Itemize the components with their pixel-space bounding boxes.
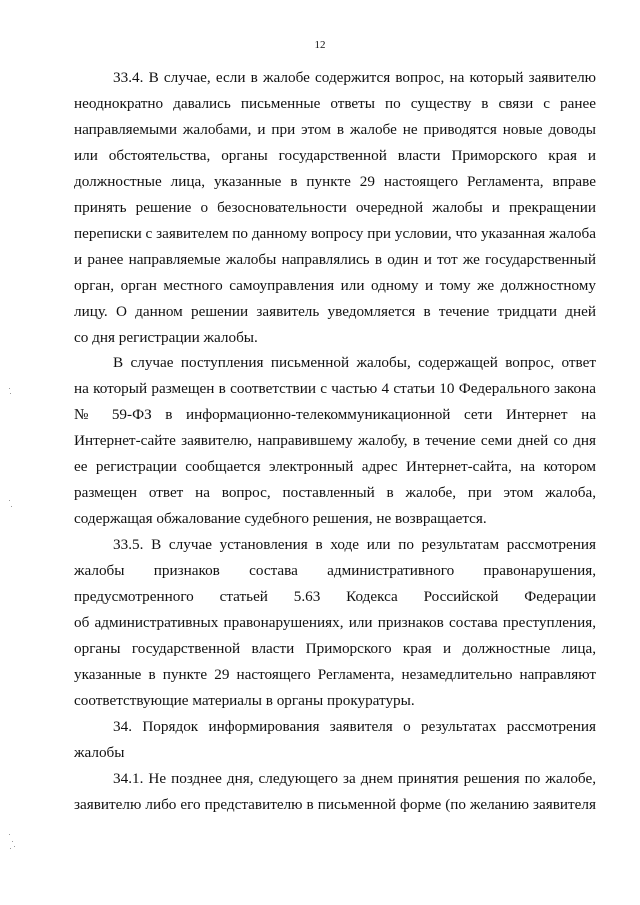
text-line: и ранее направляемые жалобы направлялись в один и тот же государственный	[74, 250, 596, 268]
text-line: 34. Порядок информирования заявителя о результатах рассмотрения	[113, 717, 596, 735]
text-line: орган, орган местного самоуправления или одному и тому же должностному	[74, 276, 596, 294]
text-line: принять решение о безосновательности очередной жалобы и прекращении	[74, 198, 596, 216]
text-line: № 59-ФЗ в информационно-телекоммуникационной сети Интернет на	[74, 406, 596, 424]
scan-speck	[10, 848, 11, 849]
text-line: 33.4. В случае, если в жалобе содержится вопрос, на который заявителю	[113, 69, 596, 86]
document-body	[74, 65, 596, 818]
text-line: содержащая обжалование судебного решения, не возвращается.	[74, 510, 487, 528]
scan-speck	[9, 500, 10, 501]
text-line: об административных правонарушениях, или признаков состава преступления,	[74, 614, 596, 632]
text-line: размещен ответ на вопрос, поставленный в жалобе, при этом жалоба,	[74, 484, 596, 502]
text-line: 33.5. В случае установления в ходе или по результатам рассмотрения	[113, 536, 596, 554]
text-line: со дня регистрации жалобы.	[74, 328, 258, 346]
text-line: соответствующие материалы в органы прокуратуры.	[74, 691, 415, 709]
text-line: или обстоятельства, органы государственной власти Приморского края и	[74, 146, 596, 164]
text-line: заявителю либо его представителю в письменной форме (по желанию заявителя	[74, 795, 596, 813]
scan-speck	[9, 388, 10, 389]
text-line: неоднократно давались письменные ответы по существу в связи с ранее	[74, 94, 596, 112]
paragraph-33-4	[74, 65, 596, 350]
scan-speck	[14, 846, 15, 847]
paragraph-34-1	[74, 766, 596, 818]
text-line: на который размещен в соответствии с частью 4 статьи 10 Федерального закона	[74, 380, 596, 398]
paragraph-internet-response	[74, 350, 596, 532]
text-line: должностные лица, указанные в пункте 29 настоящего Регламента, вправе	[74, 172, 596, 190]
text-line: жалобы	[74, 743, 125, 761]
scan-speck	[9, 834, 10, 835]
text-line: направляемыми жалобами, и при этом в жалобе не приводятся новые доводы	[74, 120, 596, 138]
text-line: указанные в пункте 29 настоящего Регламента, незамедлительно направляют	[74, 665, 596, 683]
text-line: 34.1. Не позднее дня, следующего за днем принятия решения по жалобе,	[113, 769, 596, 787]
text-line: переписки с заявителем по данному вопросу при условии, что указанная жалоба	[74, 224, 596, 242]
text-line: жалобы признаков состава административного правонарушения,	[74, 562, 596, 580]
text-line: лицу. О данном решении заявитель уведомляется в течение тридцати дней	[74, 302, 596, 320]
text-line: предусмотренного статьей 5.63 Кодекса Российской Федерации	[74, 588, 596, 606]
text-line: Интернет-сайте заявителю, направившему жалобу, в течение семи дней со дня	[74, 432, 596, 450]
section-heading-34	[74, 714, 596, 766]
page-number: 12	[314, 39, 326, 51]
text-line: ее регистрации сообщается электронный адрес Интернет-сайта, на котором	[74, 458, 596, 476]
text-line: В случае поступления письменной жалобы, содержащей вопрос, ответ	[113, 354, 596, 372]
scan-speck	[11, 506, 12, 507]
paragraph-33-5	[74, 532, 596, 714]
text-line: органы государственной власти Приморского края и должностные лица,	[74, 639, 596, 657]
scan-speck	[12, 841, 13, 842]
scan-speck	[10, 393, 11, 394]
